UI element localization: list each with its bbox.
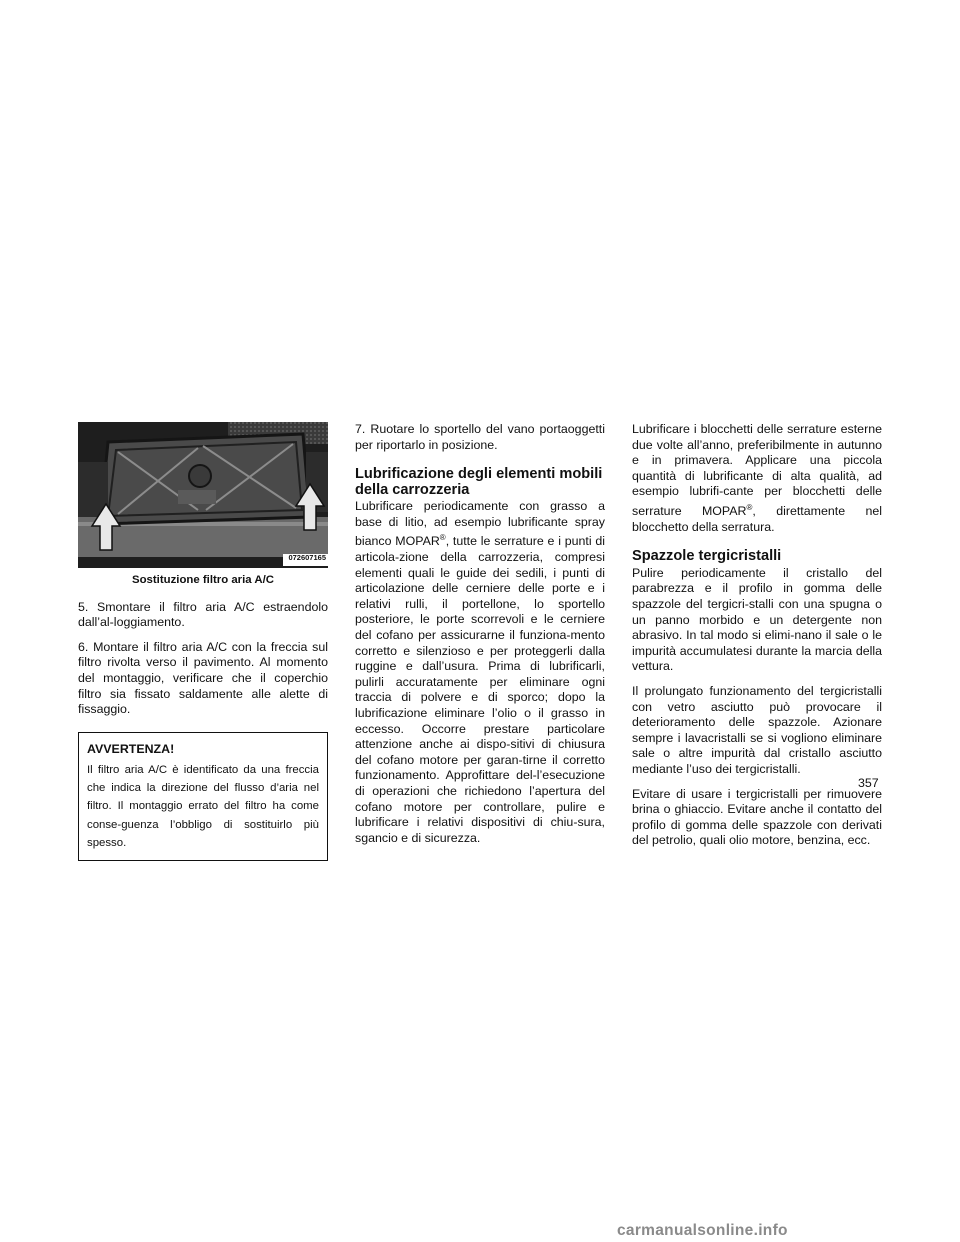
step-7: 7. Ruotare lo sportello del vano portaoggetti per riportarlo in posizione. [355,422,605,452]
heading-line-1: Lubrificazione degli elementi mobili [355,466,603,483]
heading-line-2: della carrozzeria [355,481,470,498]
wipers-paragraph-2: Il prolungato funzionamento del tergicristalli con vetro asciutto può provocare il deterioramento delle spazzole. Azionare sempre i lavacristalli se si vogliono eliminare sale o altre impurità dal cristallo asciutto mediante l’uso dei tergicristalli. [632,683,882,776]
section-heading-wipers: Spazzole tergicristalli [632,548,782,565]
warning-title: AVVERTENZA! [87,741,175,756]
warning-box [78,732,328,861]
locks-lubrication-text [632,422,882,535]
column-left [78,422,328,861]
wipers-paragraph-3: Evitare di usare i tergicristalli per rimuovere brina o ghiaccio. Evitare anche il contatto del profilo di gomma delle spazzole con derivati del petrolio, quali olio motore, benzina, ecc. [632,786,882,848]
page-number: 357 [858,776,879,790]
filter-photo [78,422,328,568]
locks-text-part-1: Lubrificare i blocchetti delle serrature esterne due volte all’anno, preferibilmente in autunno e in primavera. Applicare una piccola quantità di lubrificante di alta qualità, ad esempio lubrifi-cante per blocchetti delle serrature MOPAR [632,422,882,519]
figure-caption: Sostituzione filtro aria A/C [132,574,274,586]
body-lubrication-text [355,499,605,846]
registered-mark: ® [746,502,753,512]
registered-mark: ® [439,533,446,543]
step-6: 6. Montare il filtro aria A/C con la freccia sul filtro rivolta verso il pavimento. Al momento del montaggio, verificare che il coperchio filtro sia fissato saldamente alle alette di fissaggio. [78,639,328,717]
column-right [632,422,882,858]
warning-text: Il filtro aria A/C è identificato da una freccia che indica la direzione del flusso d’aria nel filtro. Il montaggio errato del filtro ha come conse-guenza l’obbligo di sostituirlo più spesso. [87,763,319,849]
step-5: 5. Smontare il filtro aria A/C estraendolo dall’al-loggiamento. [78,599,328,630]
body-text-part-1: Lubrificare periodicamente con grasso a base di litio, ad esempio lubrificante spray bianco MOPAR [355,499,605,549]
wipers-paragraph-1: Pulire periodicamente il cristallo del parabrezza e il profilo in gomma delle spazzole del tergicri-stalli con una spugna o un panno morbido e un detergente non abrasivo. In tal modo si elimi-nano il sale o le impurità accumulatesi durante la marcia della vettura. [632,565,882,674]
section-heading-body-lubrication [355,467,605,498]
column-middle [355,422,605,855]
figure-code: 072607165 [288,553,326,563]
body-text-part-2: , tutte le serrature e i punti di articola-zione della carrozzeria, compresi elementi quali le guide dei sedili, i punti di articolazione delle cerniere delle porte e i relativi rulli, il portellone, lo sportello posteriore, le porte scorrevoli e le cerniere del cofano per assicurarne il funziona-mento corretto e silenzioso e per proteggerli dalla ruggine e dall’usura. Prima di lubrificarli, pulirli accuratamente per eliminare ogni traccia di polvere e di sporco; dopo la lubrificazione eliminare l’olio o il grasso in eccesso. Occorre prestare particolare attenzione anche ai dispo-sitivi di chiusura del cofano motore per garan-tirne il corretto funzionamento. Approfittare del-l’esecuzione di operazioni che richiedono l’apertura del cofano motore per controllare, pulire e lubrificare i relativi dispositivi di chiu-sura, sgancio e di sicurezza. [355,534,605,845]
locks-text-part-2: , direttamente nel blocchetto della serratura. [632,504,882,534]
filter-photo-illustration [78,422,328,568]
watermark: carmanualsonline.info [617,1222,788,1239]
